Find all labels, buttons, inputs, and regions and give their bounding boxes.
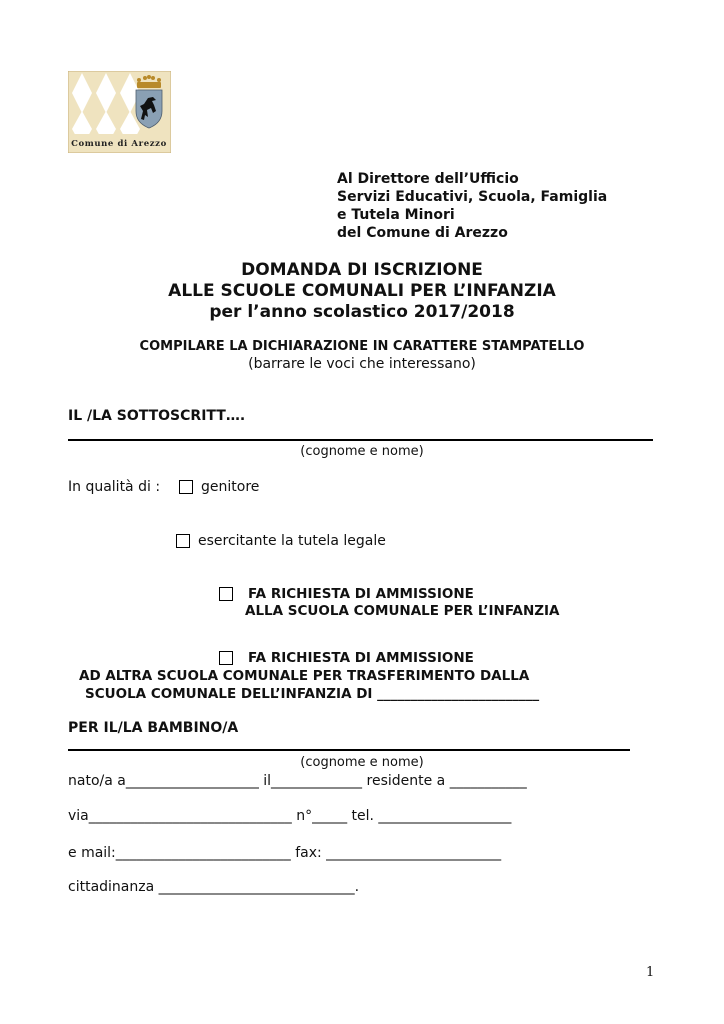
child-birthplace-line[interactable]: nato/a a___________________ il_____________ residente a ___________ xyxy=(68,773,527,789)
child-name-field[interactable] xyxy=(68,749,630,751)
applicant-name-field[interactable] xyxy=(68,439,653,441)
comune-logo xyxy=(68,71,171,153)
document-title-line-1: DOMANDA DI ISCRIZIONE xyxy=(241,260,483,280)
role-parent-label: genitore xyxy=(201,479,260,495)
addressee-line-2: Servizi Educativi, Scuola, Famiglia xyxy=(337,189,608,205)
role-parent-checkbox[interactable] xyxy=(179,480,193,494)
request-admission-line-2: ALLA SCUOLA COMUNALE PER L’INFANZIA xyxy=(245,603,560,619)
request-transfer-line-1: FA RICHIESTA DI AMMISSIONE xyxy=(248,650,474,666)
applicant-name-caption: (cognome e nome) xyxy=(300,444,424,459)
role-label: In qualità di : xyxy=(68,479,161,495)
addressee-line-4: del Comune di Arezzo xyxy=(337,225,508,241)
role-guardian-checkbox[interactable] xyxy=(176,534,190,548)
addressee-line-3: e Tutela Minori xyxy=(337,207,455,223)
child-address-line[interactable]: via_____________________________ n°_____ tel. ___________________ xyxy=(68,808,512,824)
applicant-heading: IL /LA SOTTOSCRITT…. xyxy=(68,408,246,424)
request-transfer-line-3: SCUOLA COMUNALE DELL’INFANZIA DI ________________________ xyxy=(85,686,540,702)
document-title-line-2: ALLE SCUOLE COMUNALI PER L’INFANZIA xyxy=(168,281,556,301)
child-citizenship-line[interactable]: cittadinanza ____________________________. xyxy=(68,879,360,895)
addressee-line-1: Al Direttore dell’Ufficio xyxy=(337,171,519,187)
request-transfer-line-2: AD ALTRA SCUOLA COMUNALE PER TRASFERIMENTO DALLA xyxy=(79,668,530,684)
page-number: 1 xyxy=(646,965,655,980)
child-contact-line[interactable]: e mail:_________________________ fax: _________________________ xyxy=(68,845,502,861)
role-guardian-label: esercitante la tutela legale xyxy=(198,533,386,549)
instruction-main: COMPILARE LA DICHIARAZIONE IN CARATTERE STAMPATELLO xyxy=(139,339,585,354)
child-heading: PER IL/LA BAMBINO/A xyxy=(68,720,239,736)
comune-coat-of-arms-icon xyxy=(68,71,171,153)
document-title-line-3: per l’anno scolastico 2017/2018 xyxy=(209,302,515,322)
request-admission-checkbox[interactable] xyxy=(219,587,233,601)
instruction-sub: (barrare le voci che interessano) xyxy=(248,356,476,372)
request-admission-line-1: FA RICHIESTA DI AMMISSIONE xyxy=(248,586,474,602)
logo-caption: Comune di Arezzo xyxy=(71,139,167,149)
request-transfer-checkbox[interactable] xyxy=(219,651,233,665)
child-name-caption: (cognome e nome) xyxy=(300,755,424,770)
